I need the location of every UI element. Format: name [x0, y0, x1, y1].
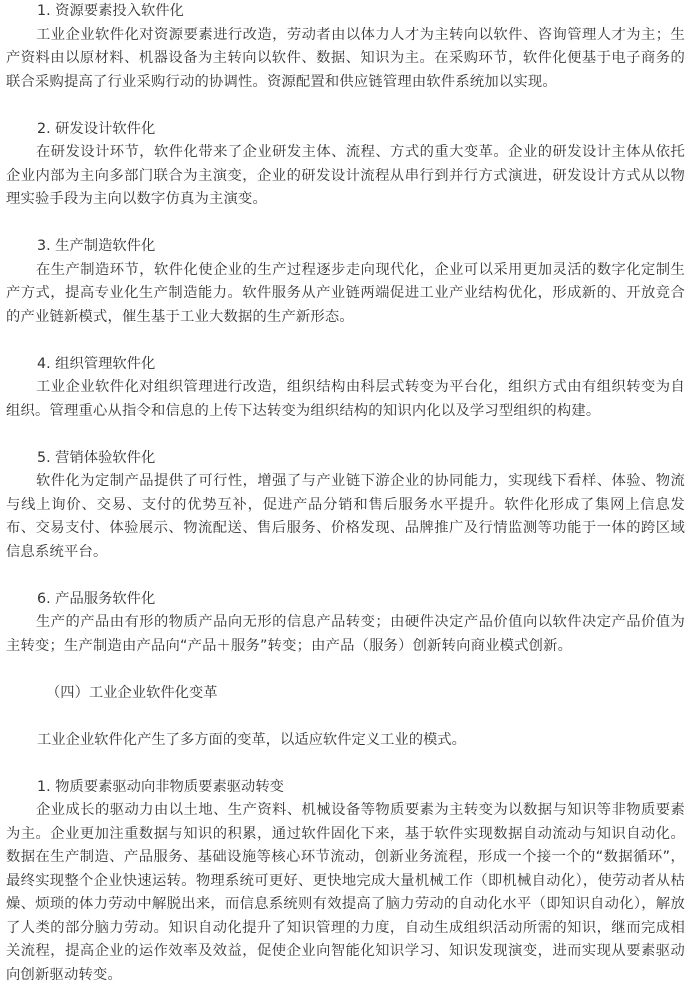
section-6	[6, 588, 685, 659]
paragraph-gap	[6, 564, 685, 588]
subsection-paragraph: 企业成长的驱动力由以土地、生产资料、机械设备等物质要素为主转变为以数据与知识等非物质要素为主。企业更加注重数据与知识的积累，通过软件固化下来，基于软件实现数据自动流动与知识自动化。数据在生产制造、产品服务、基础设施等核心环节流动，创新业务流程，形成一个接一个的“数据循环”，最终实现整个企业快速运转。物理系统可更好、更快地完成大量机械工作（即机械自动化），使劳动者从枯燥、烦琐的体力劳动中解脱出来，而信息系统则有效提高了脑力劳动的自动化水平（即知识自动化），解放了人类的部分脑力劳动。知识自动化提升了知识管理的力度，自动生成组织活动所需的知识，继而完成相关流程，提高企业的运作效率及效益，促使企业向智能化知识学习、知识发现演变，进而实现从要素驱动向创新驱动转变。	[6, 799, 685, 987]
part-four-heading: （四）工业企业软件化变革	[6, 682, 685, 706]
section-paragraph: 工业企业软件化对组织管理进行改造，组织结构由科层式转变为平台化，组织方式由有组织转变为自组织。管理重心从指令和信息的上传下达转变为组织结构的知识内化以及学习型组织的构建。	[6, 376, 685, 423]
section-paragraph: 工业企业软件化对资源要素进行改造，劳动者由以体力人才为主转向以软件、咨询管理人才为主；生产资料由以原材料、机器设备为主转向以软件、数据、知识为主。在采购环节，软件化便基于电子商务的联合采购提高了行业采购行动的协调性。资源配置和供应链管理由软件系统加以实现。	[6, 24, 685, 95]
section-1	[6, 0, 685, 94]
paragraph-gap	[6, 94, 685, 118]
part-four-intro: 工业企业软件化产生了多方面的变革，以适应软件定义工业的模式。	[6, 729, 685, 753]
section-heading: 4. 组织管理软件化	[6, 353, 685, 377]
section-paragraph: 生产的产品由有形的物质产品向无形的信息产品转变；由硬件决定产品价值向以软件决定产品价值为主转变；生产制造由产品向“产品＋服务”转变；由产品（服务）创新转向商业模式创新。	[6, 611, 685, 658]
section-2	[6, 118, 685, 212]
section-paragraph: 在生产制造环节，软件化使企业的生产过程逐步走向现代化，企业可以采用更加灵活的数字化定制生产方式，提高专业化生产制造能力。软件服务从产业链两端促进工业产业结构优化，形成新的、开放竞合的产业链新模式，催生基于工业大数据的生产新形态。	[6, 259, 685, 330]
paragraph-gap	[6, 752, 685, 776]
paragraph-gap	[6, 423, 685, 447]
section-5	[6, 447, 685, 565]
section-heading: 6. 产品服务软件化	[6, 588, 685, 612]
section-paragraph: 在研发设计环节，软件化带来了企业研发主体、流程、方式的重大变革。企业的研发设计主体从依托企业内部为主向多部门联合为主演变，企业的研发设计流程从串行到并行方式演进，研发设计方式从以物理实验手段为主向以数字仿真为主演变。	[6, 141, 685, 212]
subsection-1	[6, 776, 685, 987]
section-heading: 3. 生产制造软件化	[6, 235, 685, 259]
section-heading: 5. 营销体验软件化	[6, 447, 685, 471]
paragraph-gap	[6, 705, 685, 729]
paragraph-gap	[6, 329, 685, 353]
section-3	[6, 235, 685, 329]
section-paragraph: 软件化为定制产品提供了可行性，增强了与产业链下游企业的协同能力，实现线下看样、体验、物流与线上询价、交易、支付的优势互补，促进产品分销和售后服务水平提升。软件化形成了集网上信息发布、交易支付、体验展示、物流配送、售后服务、价格发现、品牌推广及行情监测等功能于一体的跨区域信息系统平台。	[6, 470, 685, 564]
section-heading: 2. 研发设计软件化	[6, 118, 685, 142]
section-4	[6, 353, 685, 424]
subsection-heading: 1. 物质要素驱动向非物质要素驱动转变	[6, 776, 685, 800]
paragraph-gap	[6, 212, 685, 236]
section-heading: 1. 资源要素投入软件化	[6, 0, 685, 24]
paragraph-gap	[6, 658, 685, 682]
